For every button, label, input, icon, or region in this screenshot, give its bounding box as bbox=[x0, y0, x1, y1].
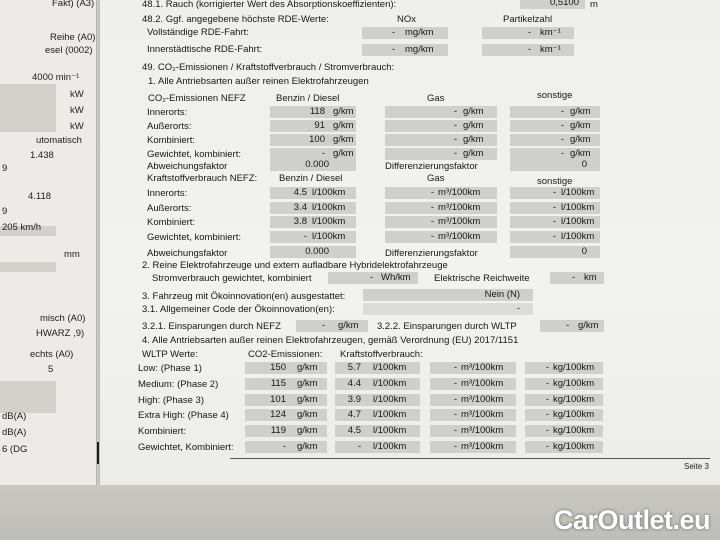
wltp-other-box-value: - bbox=[545, 393, 549, 405]
wltp-other-box-unit: kg/100km bbox=[553, 393, 595, 405]
wltp-co2-box bbox=[245, 378, 327, 390]
co2-sonstige-box-unit: g/km bbox=[570, 106, 591, 117]
wltp-row-label: Extra High: (Phase 4) bbox=[138, 410, 229, 422]
wltp-co2-box-unit: g/km bbox=[297, 393, 318, 405]
co2-gas-box-value: - bbox=[453, 120, 457, 131]
kv-benzin-box bbox=[270, 231, 356, 243]
wltp-gas-box-unit: m³/100km bbox=[461, 425, 504, 437]
wltp-other-box-value: - bbox=[545, 377, 549, 389]
left-page-fragment: 205 km/h bbox=[2, 222, 42, 233]
co2-benzin-box bbox=[270, 134, 356, 146]
kv-benzin-box-unit: l/100km bbox=[312, 216, 346, 227]
left-page-mark bbox=[97, 442, 99, 464]
left-page-fragment: 9 bbox=[2, 163, 8, 174]
left-page bbox=[0, 0, 97, 540]
diff1-box: 0 bbox=[510, 159, 600, 171]
left-page-fragment: kW bbox=[70, 121, 84, 132]
co2-benzin-header: Benzin / Diesel bbox=[276, 93, 340, 104]
co2-row-label: Außerorts: bbox=[147, 121, 192, 132]
wltp-kv-box-unit: l/100km bbox=[373, 441, 407, 452]
wltp-kv-box bbox=[335, 394, 420, 406]
kv-benzin-box-unit: l/100km bbox=[312, 230, 346, 242]
particles-header: Partikelzahl bbox=[503, 14, 553, 25]
rde-city-particles-box: km⁻¹ - bbox=[482, 44, 574, 56]
wltp-other-box bbox=[525, 441, 603, 453]
co2-row-label: Kombiniert: bbox=[147, 135, 196, 146]
wltp-kv-box bbox=[335, 425, 420, 437]
co2-row-label: Gewichtet, kombiniert: bbox=[147, 149, 241, 160]
wltp-gas-box-unit: m³/100km bbox=[461, 409, 504, 421]
kv-sonstige-box-value: - bbox=[552, 230, 556, 242]
co2-sonstige-box-value: - bbox=[560, 134, 564, 145]
co2-gas-box bbox=[385, 120, 497, 132]
wltp-gas-box-unit: m³/100km bbox=[461, 441, 504, 452]
co2-nefz-header: CO₂-Emissionen NEFZ bbox=[148, 93, 246, 104]
rde-title: 48.2. Ggf. angegebene höchste RDE-Werte: bbox=[142, 14, 329, 25]
co2-gas-box-unit: g/km bbox=[463, 120, 484, 131]
wltp-gas-box bbox=[430, 378, 516, 390]
wltp-co2-box-value: 119 bbox=[270, 425, 286, 437]
co2-row-label: Innerorts: bbox=[147, 107, 188, 118]
kv-sonstige-box-value: - bbox=[552, 216, 556, 227]
page-number: Seite 3 bbox=[684, 462, 709, 471]
co2-benzin-box bbox=[270, 120, 356, 132]
wltp-kv-header: Kraftstoffverbrauch: bbox=[340, 349, 423, 360]
kv-row-label: Innerorts: bbox=[147, 188, 188, 199]
co2-sonstige-header: sonstige bbox=[537, 90, 573, 101]
kv-gas-box-unit: m³/100km bbox=[438, 230, 481, 242]
s49-sub3-2-2: 3.2.2. Einsparungen durch WLTP bbox=[377, 321, 517, 332]
wltp-kv-box-value: 3.9 bbox=[347, 393, 361, 405]
co2-benzin-box-value: - bbox=[321, 148, 325, 159]
kv-sonstige-box bbox=[510, 202, 600, 214]
wltp-kv-box bbox=[335, 378, 420, 390]
co2-gas-box bbox=[385, 134, 497, 146]
wltp-co2-box bbox=[245, 425, 327, 437]
rde-full-nox-box: mg/km - bbox=[362, 27, 448, 39]
wltp-gas-box bbox=[430, 409, 516, 421]
abw1-box: 0.000 bbox=[270, 159, 356, 171]
kv-sonstige-box-unit: l/100km bbox=[561, 187, 595, 198]
rauch-unit: m bbox=[590, 0, 598, 10]
wltp-kv-box-unit: l/100km bbox=[373, 362, 407, 373]
strom-box: - Wh/km bbox=[328, 272, 418, 284]
wltp-other-box-value: - bbox=[545, 409, 549, 421]
wltp-co2-box-unit: g/km bbox=[297, 441, 318, 452]
co2-sonstige-box-unit: g/km bbox=[570, 148, 591, 159]
kv-sonstige-box-value: - bbox=[552, 201, 556, 213]
wltp-other-box bbox=[525, 425, 603, 437]
wltp-other-box-unit: kg/100km bbox=[553, 362, 595, 373]
wltp-other-box-unit: kg/100km bbox=[553, 409, 595, 421]
kv-gas-box-unit: m³/100km bbox=[438, 216, 481, 227]
kv-row-label: Kombiniert: bbox=[147, 217, 196, 228]
wltp-co2-box-value: - bbox=[282, 441, 286, 452]
sub3-2-2-box: - g/km bbox=[540, 320, 604, 332]
wltp-gas-box bbox=[430, 362, 516, 374]
co2-sonstige-box bbox=[510, 106, 600, 118]
left-page-fragment: dB(A) bbox=[2, 411, 27, 422]
kv-gas-box bbox=[385, 231, 497, 243]
wltp-other-box bbox=[525, 394, 603, 406]
sub3-box: Nein (N) bbox=[363, 289, 533, 301]
wltp-kv-box bbox=[335, 409, 420, 421]
wltp-other-box-value: - bbox=[545, 441, 549, 452]
wltp-co2-box bbox=[245, 394, 327, 406]
left-page-fragment: mm bbox=[64, 249, 80, 260]
left-page-shading bbox=[0, 84, 56, 100]
rde-city-label: Innerstädtische RDE-Fahrt: bbox=[147, 44, 263, 55]
co2-benzin-box bbox=[270, 106, 356, 118]
rauch-value: 0,5100 bbox=[549, 0, 579, 8]
left-page-fragment: utomatisch bbox=[36, 135, 82, 146]
co2-gas-box bbox=[385, 148, 497, 160]
left-page-fragment: misch (A0) bbox=[40, 313, 86, 324]
s49-sub3-1: 3.1. Allgemeiner Code der Ökoinnovation(en): bbox=[142, 304, 335, 315]
wltp-other-box-unit: kg/100km bbox=[553, 425, 595, 437]
wltp-other-box bbox=[525, 362, 603, 374]
wltp-other-box-value: - bbox=[545, 362, 549, 373]
rauch-value-box bbox=[520, 0, 585, 9]
kv-gas-box-unit: m³/100km bbox=[438, 187, 481, 198]
kv-nefz-header: Kraftstoffverbrauch NEFZ: bbox=[147, 173, 258, 184]
left-page-fragment: echts (A0) bbox=[30, 349, 74, 360]
wltp-kv-box-value: 4.7 bbox=[347, 409, 361, 421]
kv-gas-box-value: - bbox=[430, 201, 434, 213]
co2-sonstige-box-value: - bbox=[560, 120, 564, 131]
kv-sonstige-box-unit: l/100km bbox=[561, 201, 595, 213]
s49-sub4: 4. Alle Antriebsarten außer reinen Elektrofahrzeugen, gemäß Verordnung (EU) 2017/1151 bbox=[142, 335, 519, 346]
left-page-fragment: dB(A) bbox=[2, 427, 27, 438]
co2-benzin-box-value: 100 bbox=[309, 134, 325, 145]
wltp-gas-box-value: - bbox=[453, 441, 457, 452]
co2-sonstige-box-value: - bbox=[560, 148, 564, 159]
wltp-kv-box bbox=[335, 441, 420, 453]
sub3-1-box: - bbox=[363, 303, 533, 315]
diff1-label: Differenzierungsfaktor bbox=[385, 161, 478, 172]
co2-gas-box-value: - bbox=[453, 106, 457, 117]
diff2-label: Differenzierungsfaktor bbox=[385, 248, 478, 259]
wltp-co2-box-unit: g/km bbox=[297, 425, 318, 437]
rde-full-label: Vollständige RDE-Fahrt: bbox=[147, 27, 249, 38]
kv-gas-box-value: - bbox=[430, 216, 434, 227]
wltp-kv-box-value: 5.7 bbox=[347, 362, 361, 373]
left-page-fragment: kW bbox=[70, 89, 84, 100]
co2-benzin-box-unit: g/km bbox=[333, 134, 354, 145]
co2-gas-box-value: - bbox=[453, 148, 457, 159]
wltp-co2-header: CO2-Emissionen: bbox=[248, 349, 323, 360]
wltp-co2-box-unit: g/km bbox=[297, 362, 318, 373]
kv-benzin-box-value: - bbox=[303, 230, 307, 242]
wltp-row-label: Low: (Phase 1) bbox=[138, 363, 202, 374]
co2-gas-header: Gas bbox=[427, 93, 445, 104]
left-page-fragment: Reihe (A0) bbox=[50, 32, 96, 43]
kv-row-label: Gewichtet, kombiniert: bbox=[147, 231, 241, 243]
wltp-row-label: High: (Phase 3) bbox=[138, 394, 205, 406]
left-page-fragment: 4.118 bbox=[28, 191, 52, 202]
wltp-co2-box bbox=[245, 441, 327, 453]
kv-benzin-box-value: 3.8 bbox=[293, 216, 307, 227]
left-page-fragment: kW bbox=[70, 105, 84, 116]
wltp-kv-box-unit: l/100km bbox=[373, 409, 407, 421]
kv-benzin-box-unit: l/100km bbox=[312, 201, 346, 213]
footer-rule bbox=[230, 458, 710, 459]
co2-benzin-box-unit: g/km bbox=[333, 120, 354, 131]
wltp-kv-box-unit: l/100km bbox=[373, 377, 407, 389]
co2-gas-box-unit: g/km bbox=[463, 134, 484, 145]
wltp-gas-box-unit: m³/100km bbox=[461, 377, 504, 389]
wltp-row-label: Gewichtet, Kombiniert: bbox=[138, 442, 234, 453]
wltp-other-box-unit: kg/100km bbox=[553, 441, 595, 452]
wltp-gas-box-value: - bbox=[453, 409, 457, 421]
kv-sonstige-box bbox=[510, 216, 600, 228]
sub3-2-1-box: - g/km bbox=[296, 320, 368, 332]
kv-benzin-box-unit: l/100km bbox=[312, 187, 346, 198]
wltp-co2-box bbox=[245, 409, 327, 421]
kv-sonstige-box bbox=[510, 187, 600, 199]
wltp-kv-box-value: 4.5 bbox=[347, 425, 361, 437]
kv-benzin-box-value: 4.5 bbox=[293, 187, 307, 198]
wltp-header: WLTP Werte: bbox=[142, 349, 198, 360]
kv-row-label: Außerorts: bbox=[147, 202, 192, 214]
left-page-shading bbox=[0, 381, 56, 397]
diff2-box: 0 bbox=[510, 246, 600, 258]
wltp-other-box bbox=[525, 409, 603, 421]
co2-gas-box bbox=[385, 106, 497, 118]
kv-gas-box-value: - bbox=[430, 187, 434, 198]
co2-benzin-box-value: 118 bbox=[309, 106, 325, 117]
wltp-kv-box bbox=[335, 362, 420, 374]
wltp-gas-box bbox=[430, 441, 516, 453]
wltp-co2-box-value: 101 bbox=[270, 393, 286, 405]
co2-sonstige-box bbox=[510, 120, 600, 132]
left-page-fragment: 1.438 bbox=[30, 150, 54, 161]
co2-gas-box-unit: g/km bbox=[463, 106, 484, 117]
kv-benzin-box bbox=[270, 187, 356, 199]
rde-full-particles-box: km⁻¹ - bbox=[482, 27, 574, 39]
wltp-gas-box bbox=[430, 425, 516, 437]
wltp-kv-box-unit: l/100km bbox=[373, 425, 407, 437]
kv-sonstige-box-unit: l/100km bbox=[561, 216, 595, 227]
wltp-gas-box-value: - bbox=[453, 377, 457, 389]
wltp-gas-box-unit: m³/100km bbox=[461, 362, 504, 373]
s49-sub3: 3. Fahrzeug mit Ökoinnovation(en) ausgestattet: bbox=[142, 291, 346, 302]
s49-title: 49. CO₂-Emissionen / Kraftstoffverbrauch / Stromverbrauch: bbox=[142, 62, 395, 73]
wltp-gas-box bbox=[430, 394, 516, 406]
kv-benzin-box bbox=[270, 216, 356, 228]
wltp-co2-box-value: 124 bbox=[270, 409, 286, 421]
wltp-co2-box-value: 150 bbox=[270, 362, 286, 373]
reichweite-box: - km bbox=[550, 272, 604, 284]
watermark-logo: CarOutlet.eu bbox=[553, 505, 710, 535]
s49-sub2: 2. Reine Elektrofahrzeuge und extern aufladbare Hybridelektrofahrzeuge bbox=[142, 260, 448, 271]
abw2-label: Abweichungsfaktor bbox=[147, 248, 228, 259]
wltp-kv-box-value: - bbox=[357, 441, 361, 452]
wltp-gas-box-value: - bbox=[453, 425, 457, 437]
reichweite-label: Elektrische Reichweite bbox=[434, 273, 530, 284]
kv-sonstige-box-unit: l/100km bbox=[561, 230, 595, 242]
s49-sub3-2-1: 3.2.1. Einsparungen durch NEFZ bbox=[142, 321, 281, 332]
left-page-shading bbox=[0, 116, 56, 132]
wltp-co2-box-value: 115 bbox=[270, 377, 286, 389]
wltp-row-label: Medium: (Phase 2) bbox=[138, 378, 219, 390]
left-page-fragment: 6 (DG bbox=[2, 444, 28, 455]
wltp-co2-box-unit: g/km bbox=[297, 409, 318, 421]
wltp-other-box-unit: kg/100km bbox=[553, 377, 595, 389]
kv-sonstige-box bbox=[510, 231, 600, 243]
kv-benzin-header: Benzin / Diesel bbox=[279, 173, 343, 184]
wltp-row-label: Kombiniert: bbox=[138, 426, 187, 438]
left-page-fragment: 5 bbox=[48, 364, 54, 375]
kv-gas-box-value: - bbox=[430, 230, 434, 242]
kv-sonstige-box-value: - bbox=[552, 187, 556, 198]
kv-sonstige-header: sonstige bbox=[537, 176, 573, 187]
strom-label: Stromverbrauch gewichtet, kombiniert bbox=[152, 273, 312, 284]
wltp-kv-box-value: 4.4 bbox=[347, 377, 361, 389]
left-page-fragment: 9 bbox=[2, 206, 8, 217]
co2-gas-box-unit: g/km bbox=[463, 148, 484, 159]
co2-sonstige-box-unit: g/km bbox=[570, 134, 591, 145]
left-page-fragment: 4000 min⁻¹ bbox=[32, 72, 80, 83]
co2-gas-box-value: - bbox=[453, 134, 457, 145]
left-page-shading bbox=[0, 262, 56, 272]
nox-header: NOx bbox=[397, 14, 416, 25]
kv-gas-box bbox=[385, 202, 497, 214]
co2-benzin-box-unit: g/km bbox=[333, 148, 354, 159]
co2-benzin-box-value: 91 bbox=[314, 120, 325, 131]
left-page-shading bbox=[0, 100, 56, 116]
co2-benzin-box-unit: g/km bbox=[333, 106, 354, 117]
document-page bbox=[100, 0, 720, 485]
wltp-other-box bbox=[525, 378, 603, 390]
wltp-kv-box-unit: l/100km bbox=[373, 393, 407, 405]
left-page-fragment: esel (0002) bbox=[45, 45, 93, 56]
wltp-gas-box-value: - bbox=[453, 362, 457, 373]
abw1-label: Abweichungsfaktor bbox=[147, 161, 228, 172]
co2-sonstige-box-unit: g/km bbox=[570, 120, 591, 131]
wltp-gas-box-unit: m³/100km bbox=[461, 393, 504, 405]
co2-sonstige-box-value: - bbox=[560, 106, 564, 117]
wltp-co2-box-unit: g/km bbox=[297, 377, 318, 389]
co2-sonstige-box bbox=[510, 134, 600, 146]
kv-benzin-box bbox=[270, 202, 356, 214]
left-page-fragment: Fakt) (A3) bbox=[52, 0, 95, 9]
kv-gas-box bbox=[385, 187, 497, 199]
abw2-box: 0.000 bbox=[270, 246, 356, 258]
kv-gas-box-unit: m³/100km bbox=[438, 201, 481, 213]
rde-city-nox-box: mg/km - bbox=[362, 44, 448, 56]
left-page-fragment: HWARZ ,9) bbox=[36, 328, 85, 339]
s49-sub1: 1. Alle Antriebsarten außer reinen Elektrofahrzeugen bbox=[148, 76, 369, 87]
wltp-other-box-value: - bbox=[545, 425, 549, 437]
wltp-gas-box-value: - bbox=[453, 393, 457, 405]
wltp-co2-box bbox=[245, 362, 327, 374]
kv-benzin-box-value: 3.4 bbox=[293, 201, 307, 213]
kv-gas-header: Gas bbox=[427, 173, 445, 184]
kv-gas-box bbox=[385, 216, 497, 228]
rauch-label: 48.1. Rauch (korrigierter Wert des Absorptionskoeffizienten): bbox=[142, 0, 397, 10]
